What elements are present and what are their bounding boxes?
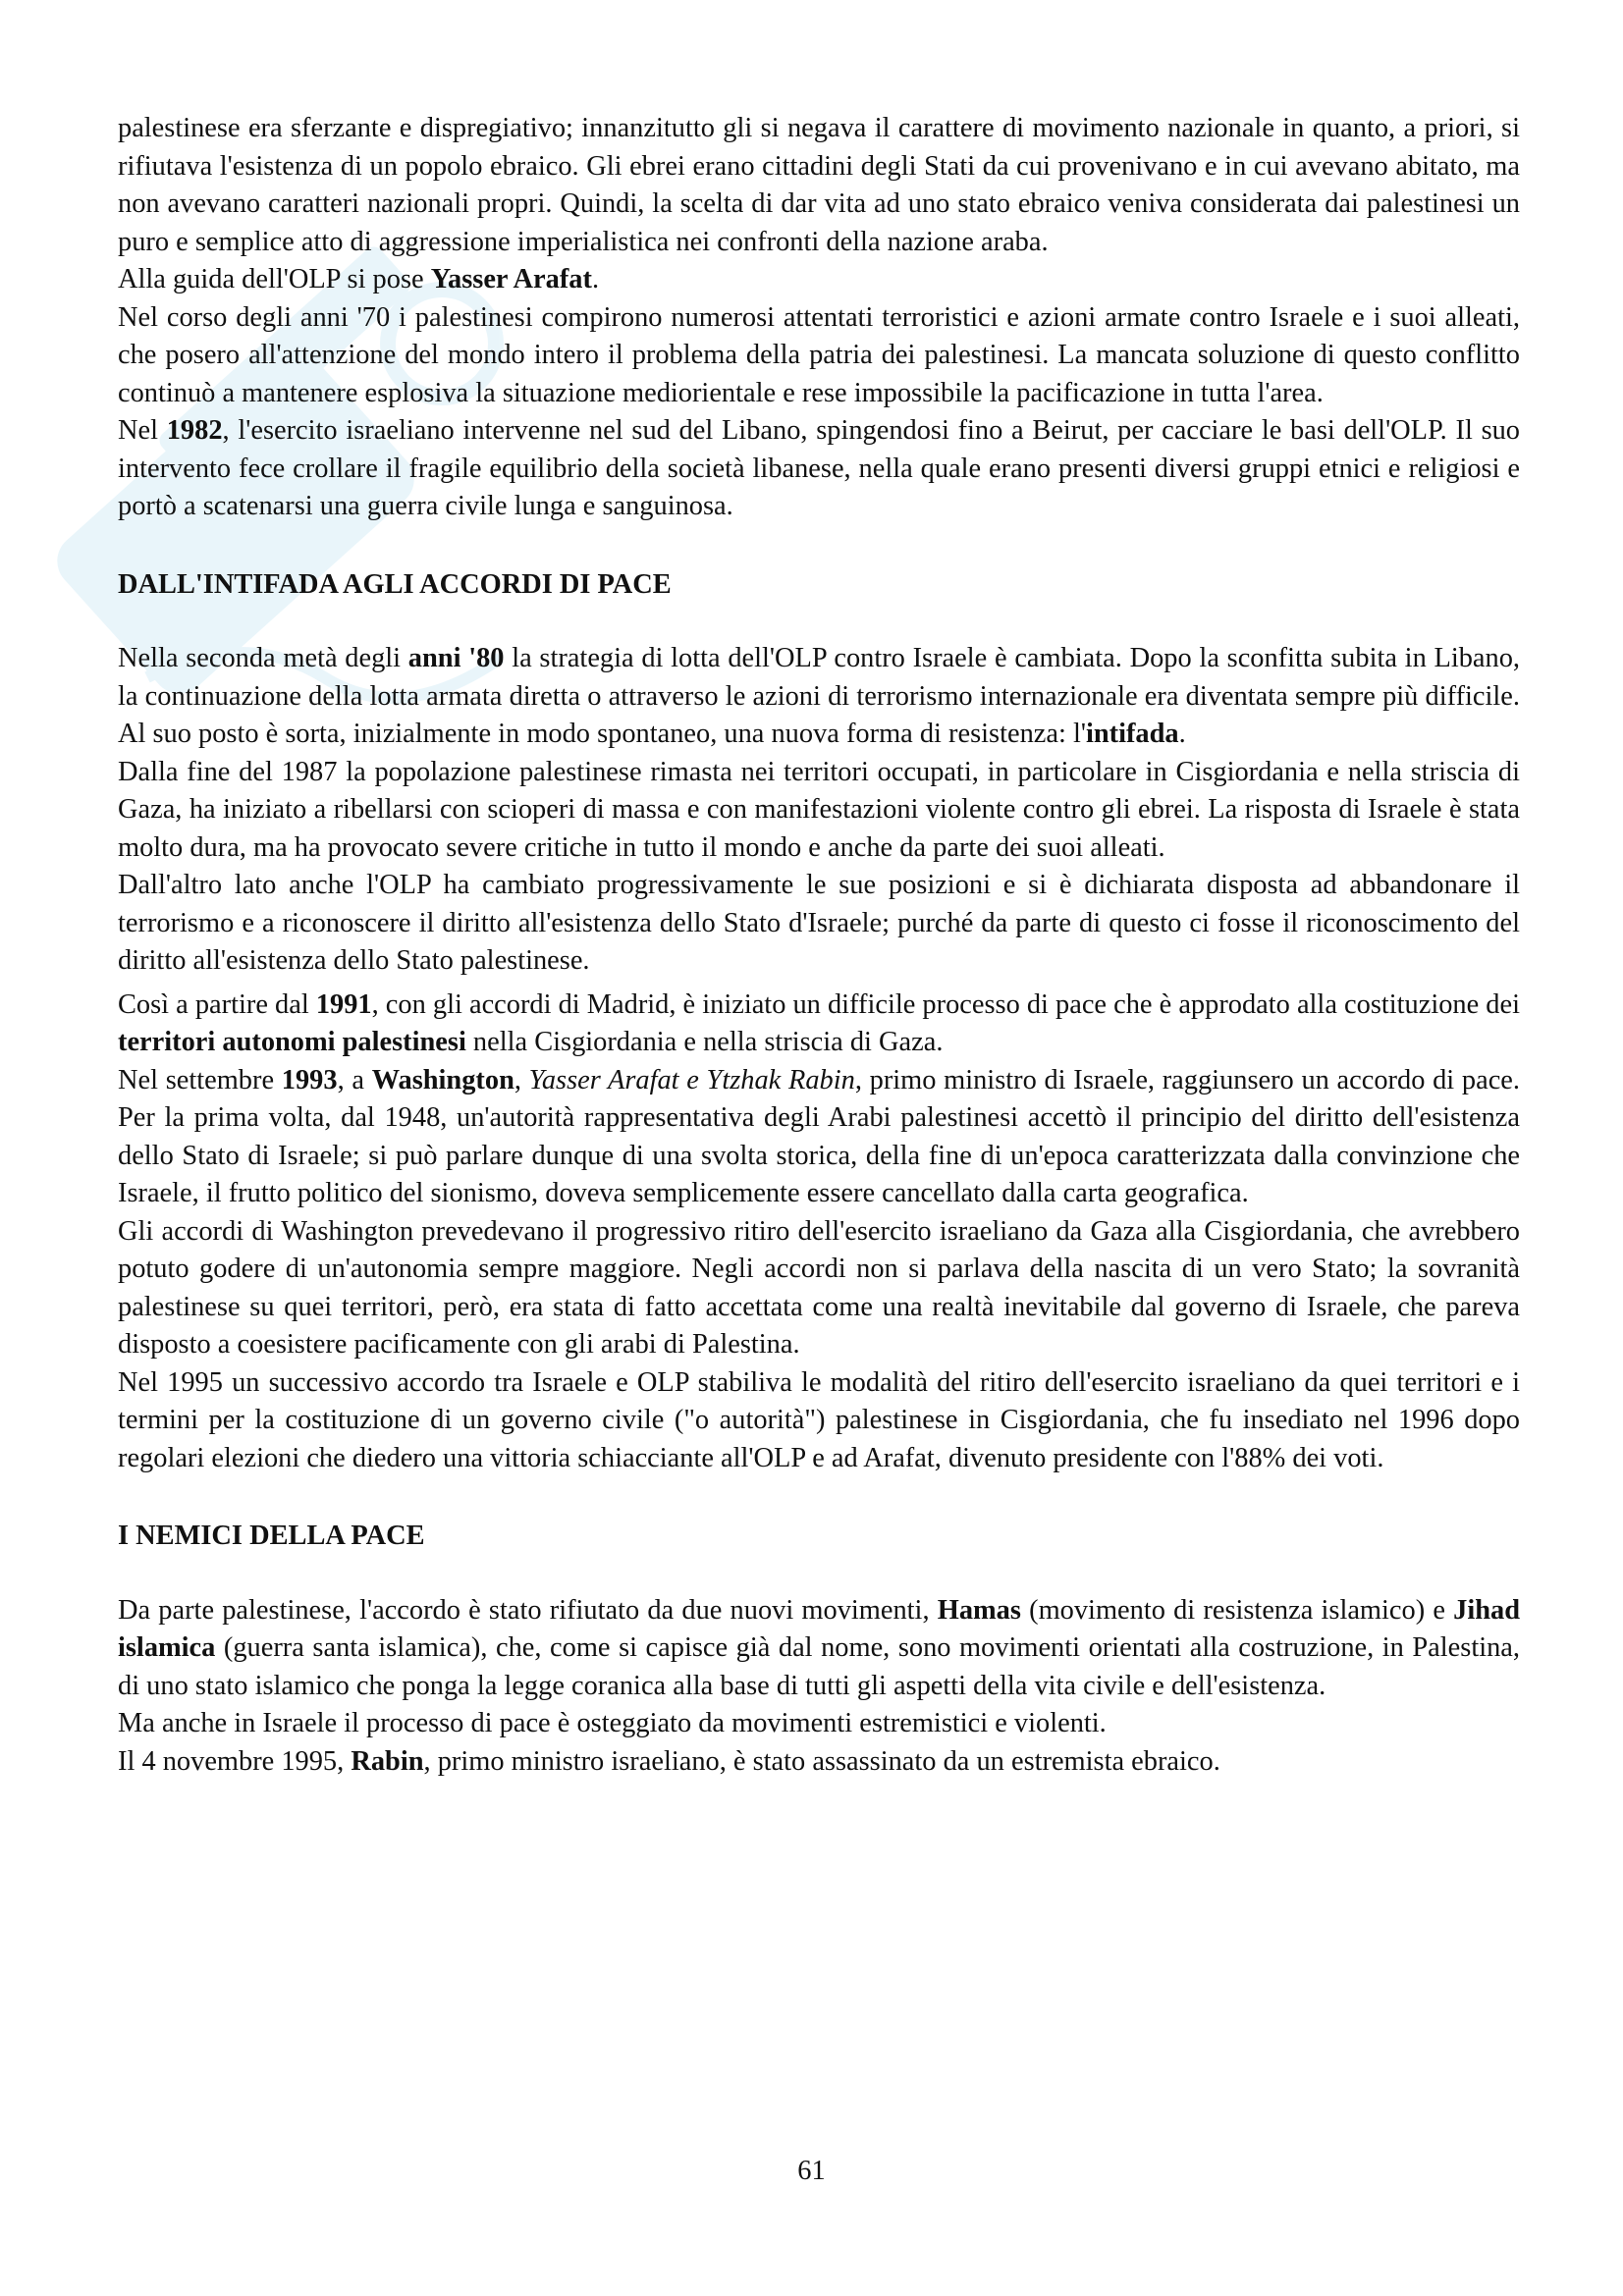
section2-paragraph-1: Da parte palestinese, l'accordo è stato rifiutato da due nuovi movimenti, Hamas (movimento di resistenza islamico) e Jihad islamica (guerra santa islamica), che, come si capisce già dal nome, sono movimenti orientati alla costruzione, in Palestina, di uno stato islamico che ponga la legge coranica alla base di tutti gli aspetti della vita civile e dell'esistenza.	[118, 1594, 1521, 1701]
section1-paragraph-3: Dall'altro lato anche l'OLP ha cambiato progressivamente le sue posizioni e si è dichiarata disposta ad abbandonare il terrorismo e a riconoscere il diritto all'esistenza dello Stato d'Israele; purché da parte di questo ci fosse il riconoscimento del diritto all'esistenza dello Stato palestinese.	[118, 870, 1520, 976]
section1-paragraph-7: Nel 1995 un successivo accordo tra Israele e OLP stabiliva le modalità del ritiro dell'esercito israeliano da quei territori e i termini per la costituzione di un governo civile ("o autorità") palestinese in Cisgiordania, che fu insediato nel 1996 dopo regolari elezioni che diedero una vittoria schiacciante all'OLP e ad Arafat, divenuto presidente con l'88% dei voti.	[118, 1366, 1520, 1473]
section-heading-nemici: I NEMICI DELLA PACE	[118, 1521, 425, 1551]
section1-paragraph-6: Gli accordi di Washington prevedevano il progressivo ritiro dell'esercito israeliano da Gaza alla Cisgiordania, che avrebbero potuto godere di un'autonomia sempre maggiore. Negli accordi non si parlava della nascita di un vero Stato; la sovranità palestinese su quei territori, però, era stata di fatto accettata come una realtà inevitabile dal governo di Israele, che pareva disposto a coesistere pacificamente con gli arabi di Palestina.	[118, 1215, 1520, 1360]
intro-paragraph-4: Nel 1982, l'esercito israeliano intervenne nel sud del Libano, spingendosi fino a Beirut, per cacciare le basi dell'OLP. Il suo intervento fece crollare il fragile equilibrio della società libanese, nella quale erano presenti diversi gruppi etnici e religiosi e portò a scatenarsi una guerra civile lunga e sanguinosa.	[118, 415, 1521, 521]
intro-paragraph-1: palestinese era sferzante e dispregiativo; innanzitutto gli si negava il carattere di movimento nazionale in quanto, a priori, si rifiutava l'esistenza di un popolo ebraico. Gli ebrei erano cittadini degli Stati da cui provenivano e in cui avevano abitato, ma non avevano caratteri nazionali propri. Quindi, la scelta di dar vita ad uno stato ebraico veniva considerata dai palestinesi un puro e semplice atto di aggressione imperialistica nei confronti della nazione araba.	[118, 113, 1520, 257]
document-page	[118, 110, 1520, 1781]
section1-paragraph-4: Così a partire dal 1991, con gli accordi di Madrid, è iniziato un difficile processo di pace che è approdato alla costituzione dei territori autonomi palestinesi nella Cisgiordania e nella striscia di Gaza.	[118, 988, 1520, 1057]
page-number: 61	[797, 2156, 826, 2186]
section1-paragraph-5: Nel settembre 1993, a Washington, Yasser Arafat e Ytzhak Rabin, primo ministro di Israele, raggiunsero un accordo di pace. Per la prima volta, dal 1948, un'autorità rappresentativa degli Arabi palestinesi accettò il principio del diritto dell'esistenza dello Stato di Israele; si può parlare dunque di una svolta storica, della fine di un'epoca caratterizzata dalla convinzione che Israele, il frutto politico del sionismo, doveva semplicemente essere cancellato dalla carta geografica.	[118, 1064, 1520, 1208]
intro-paragraph-3: Nel corso degli anni '70 i palestinesi compirono numerosi attentati terroristici e azioni armate contro Israele e i suoi alleati, che posero all'attenzione del mondo intero il problema della patria dei palestinesi. La mancata soluzione di questo conflitto continuò a mantenere esplosiva la situazione mediorientale e rese impossibile la pacificazione in tutta l'area.	[118, 301, 1520, 408]
section2-paragraph-3: Il 4 novembre 1995, Rabin, primo ministro israeliano, è stato assassinato da un estremista ebraico.	[118, 1745, 1220, 1777]
section1-paragraph-2: Dalla fine del 1987 la popolazione palestinese rimasta nei territori occupati, in particolare in Cisgiordania e nella striscia di Gaza, ha iniziato a ribellarsi con scioperi di massa e con manifestazioni violente contro gli ebrei. La risposta di Israele è stata molto dura, ma ha provocato severe critiche in tutto il mondo e anche da parte dei suoi alleati.	[118, 756, 1520, 863]
section-heading-intifada: DALL'INTIFADA AGLI ACCORDI DI PACE	[118, 568, 672, 600]
section2-paragraph-2: Ma anche in Israele il processo di pace è osteggiato da movimenti estremistici e violenti.	[118, 1708, 1107, 1738]
section1-paragraph-1: Nella seconda metà degli anni '80 la strategia di lotta dell'OLP contro Israele è cambiata. Dopo la sconfitta subita in Libano, la continuazione della lotta armata diretta o attraverso le azioni di terrorismo internazionale era diventata sempre più difficile. Al suo posto è sorta, inizialmente in modo spontaneo, una nuova forma di resistenza: l'intifada.	[118, 643, 1521, 749]
intro-paragraph-2: Alla guida dell'OLP si pose Yasser Arafat.	[118, 264, 600, 294]
